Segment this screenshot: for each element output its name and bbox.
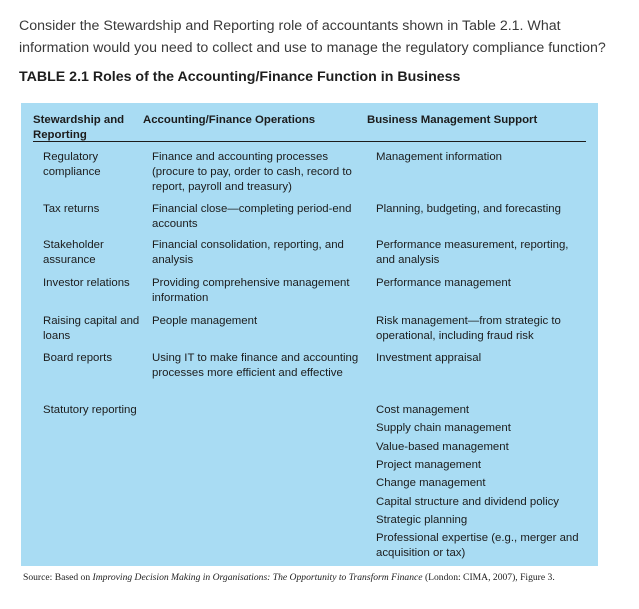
table-cell: Finance and accounting processes (procure to pay, order to cash, record to report, payroll and treasury) (152, 151, 352, 193)
table-cell: Financial consolidation, reporting, and analysis (152, 239, 344, 266)
source-title: Improving Decision Making in Organisations: The Opportunity to Transform Finance (92, 572, 423, 583)
table-cell: Change management (376, 477, 486, 489)
table-cell: Performance measurement, reporting, and analysis (376, 239, 569, 266)
table-cell: Investor relations (43, 277, 130, 289)
table-cell: Financial close—completing period-end accounts (152, 203, 352, 230)
source-prefix: Source: Based on (23, 572, 93, 583)
table-header (33, 109, 586, 142)
table-cell: Planning, budgeting, and forecasting (376, 203, 561, 215)
table-cell: Stakeholder assurance (43, 239, 104, 266)
source-citation (23, 572, 623, 583)
header-operations: Accounting/Finance Operations (143, 114, 316, 126)
table-cell: Investment appraisal (376, 352, 482, 364)
header-stewardship: Stewardship and Reporting (33, 114, 125, 141)
table-cell: Value-based management (376, 441, 509, 453)
table-cell: Statutory reporting (43, 404, 137, 416)
table-cell: Strategic planning (376, 514, 468, 526)
table-cell: Professional expertise (e.g., merger and acquisition or tax) (376, 532, 579, 559)
table-cell: Risk management—from strategic to operational, including fraud risk (376, 315, 561, 342)
table-cell: Capital structure and dividend policy (376, 496, 559, 508)
table-cell: Board reports (43, 352, 113, 364)
table-cell: Supply chain management (376, 422, 511, 434)
table-cell: Regulatory compliance (43, 151, 101, 178)
table-cell: People management (152, 315, 258, 327)
table-cell: Cost management (376, 404, 470, 416)
table-cell: Using IT to make finance and accounting processes more efficient and effective (152, 352, 359, 379)
table-cell: Management information (376, 151, 502, 163)
question-text: Consider the Stewardship and Reporting role of accountants shown in Table 2.1. What information would you need to collect and use to manage the regulatory compliance function? (19, 18, 606, 56)
table-cell: Providing comprehensive management information (152, 277, 350, 304)
source-suffix: (London: CIMA, 2007), Figure 3. (422, 572, 555, 583)
table-title: TABLE 2.1 Roles of the Accounting/Finance Function in Business (19, 69, 461, 85)
table-cell: Project management (376, 459, 482, 471)
roles-table (21, 103, 598, 566)
header-business-support: Business Management Support (367, 114, 538, 126)
table-cell: Performance management (376, 277, 511, 289)
table-cell: Raising capital and loans (43, 315, 140, 342)
table-cell: Tax returns (43, 203, 100, 215)
